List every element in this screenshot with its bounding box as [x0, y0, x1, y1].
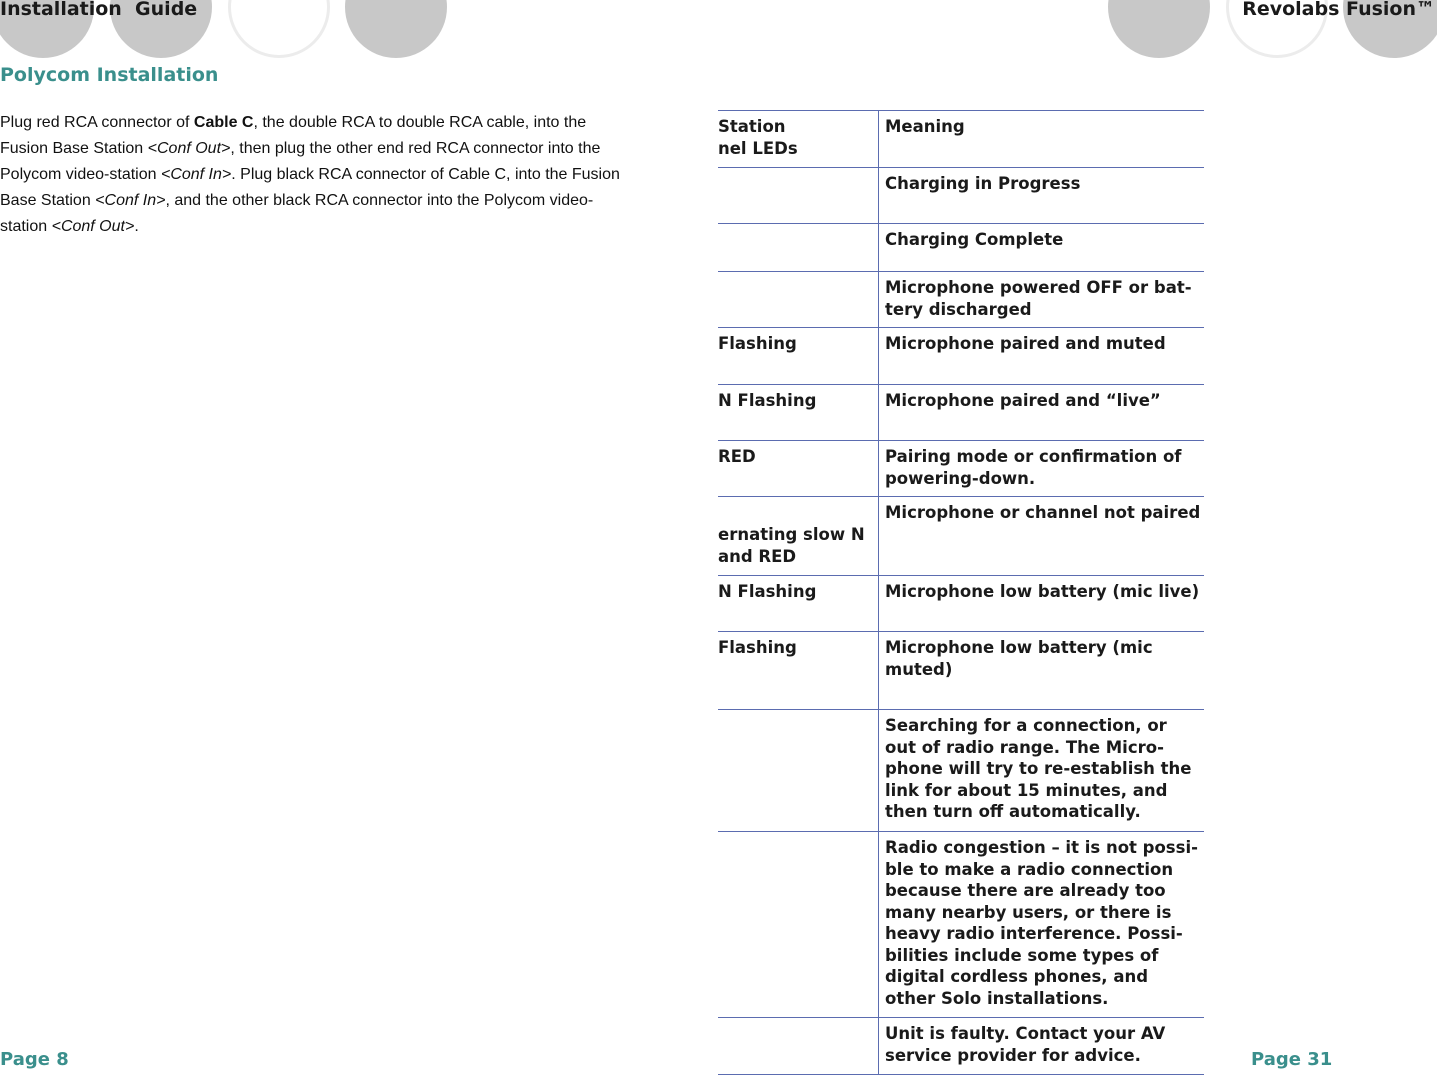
paragraph-italic: <Conf Out>	[147, 140, 231, 157]
paragraph-italic: <Conf Out>	[51, 218, 135, 235]
paragraph-italic: <Conf In>	[95, 192, 166, 209]
paragraph-text: , and the other black RCA connector into the Polycom video-station	[0, 192, 594, 235]
led-state-cell: ernating slow N and RED	[718, 497, 879, 576]
table-row	[718, 710, 1204, 832]
table-row	[718, 385, 1204, 441]
header-decoration-circle	[345, 0, 447, 58]
header-title-right: Revolabs Fusion™	[1242, 0, 1435, 20]
table-row	[718, 168, 1204, 224]
led-state-cell: RED	[718, 441, 879, 497]
paragraph-italic: <Conf In>	[160, 166, 232, 183]
meaning-cell: Pairing mode or confirmation of powering-down.	[879, 441, 1205, 497]
page-number-left: Page 8	[0, 1049, 69, 1070]
table-body	[718, 168, 1204, 1075]
meaning-cell: Radio congestion – it is not possi-ble to make a radio connection because there are already too many nearby users, or there is heavy radio interference. Possi-bilities include some types of digital cordless phones, and other Solo installations.	[879, 832, 1205, 1018]
meaning-cell: Searching for a connection, or out of radio range. The Micro-phone will try to re-establish the link for about 15 minutes, and then turn off automatically.	[879, 710, 1205, 832]
meaning-cell: Microphone or channel not paired	[879, 497, 1205, 576]
paragraph-text: , then plug the other end red RCA connector into the Polycom video-station	[0, 140, 601, 183]
paragraph-text: .	[134, 218, 139, 235]
header-title-left: Installation Guide	[0, 0, 198, 20]
meaning-cell: Microphone paired and “live”	[879, 385, 1205, 441]
table-row	[718, 1018, 1204, 1075]
table-row	[718, 441, 1204, 497]
header-decoration-circle	[228, 0, 330, 58]
led-state-cell: Flashing	[718, 632, 879, 710]
led-state-cell: Flashing	[718, 328, 879, 385]
meaning-cell: Microphone low battery (mic live)	[879, 576, 1205, 632]
table-row	[718, 328, 1204, 385]
led-state-cell	[718, 168, 879, 224]
installation-paragraph	[0, 110, 620, 240]
led-state-cell	[718, 832, 879, 1018]
paragraph-text: . Plug black RCA connector of Cable C, into the Fusion Base Station	[0, 166, 620, 209]
paragraph-text: Plug red RCA connector of	[0, 114, 194, 131]
table-row	[718, 832, 1204, 1018]
paragraph-bold: Cable C	[193, 114, 254, 131]
table-header-row	[718, 111, 1204, 168]
meaning-cell: Charging in Progress	[879, 168, 1205, 224]
meaning-cell: Microphone low battery (mic muted)	[879, 632, 1205, 710]
led-state-cell	[718, 224, 879, 272]
header-cell-led-state	[718, 111, 879, 168]
table-row	[718, 272, 1204, 328]
led-state-cell: N Flashing	[718, 576, 879, 632]
header-led-line1: Station	[718, 117, 786, 136]
table-row	[718, 632, 1204, 710]
meaning-cell: Unit is faulty. Contact your AV service provider for advice.	[879, 1018, 1205, 1075]
meaning-cell: Microphone paired and muted	[879, 328, 1205, 385]
led-meaning-table	[718, 110, 1204, 1075]
header-decoration-circle	[1108, 0, 1210, 58]
led-state-cell	[718, 710, 879, 832]
led-table-wrapper	[718, 110, 1204, 1076]
paragraph-text: , the double RCA to double RCA cable, into the Fusion Base Station	[0, 114, 587, 157]
section-title: Polycom Installation	[0, 64, 219, 86]
led-state-cell	[718, 272, 879, 328]
table-row	[718, 576, 1204, 632]
header-led-line2: nel LEDs	[718, 138, 798, 158]
page-number-right: Page 31	[1251, 1049, 1333, 1070]
led-state-cell	[718, 1018, 879, 1075]
led-state-cell: N Flashing	[718, 385, 879, 441]
meaning-cell: Charging Complete	[879, 224, 1205, 272]
table-row	[718, 224, 1204, 272]
header-cell-meaning: Meaning	[879, 111, 1205, 168]
table-row	[718, 497, 1204, 576]
meaning-cell: Microphone powered OFF or bat-tery discharged	[879, 272, 1205, 328]
